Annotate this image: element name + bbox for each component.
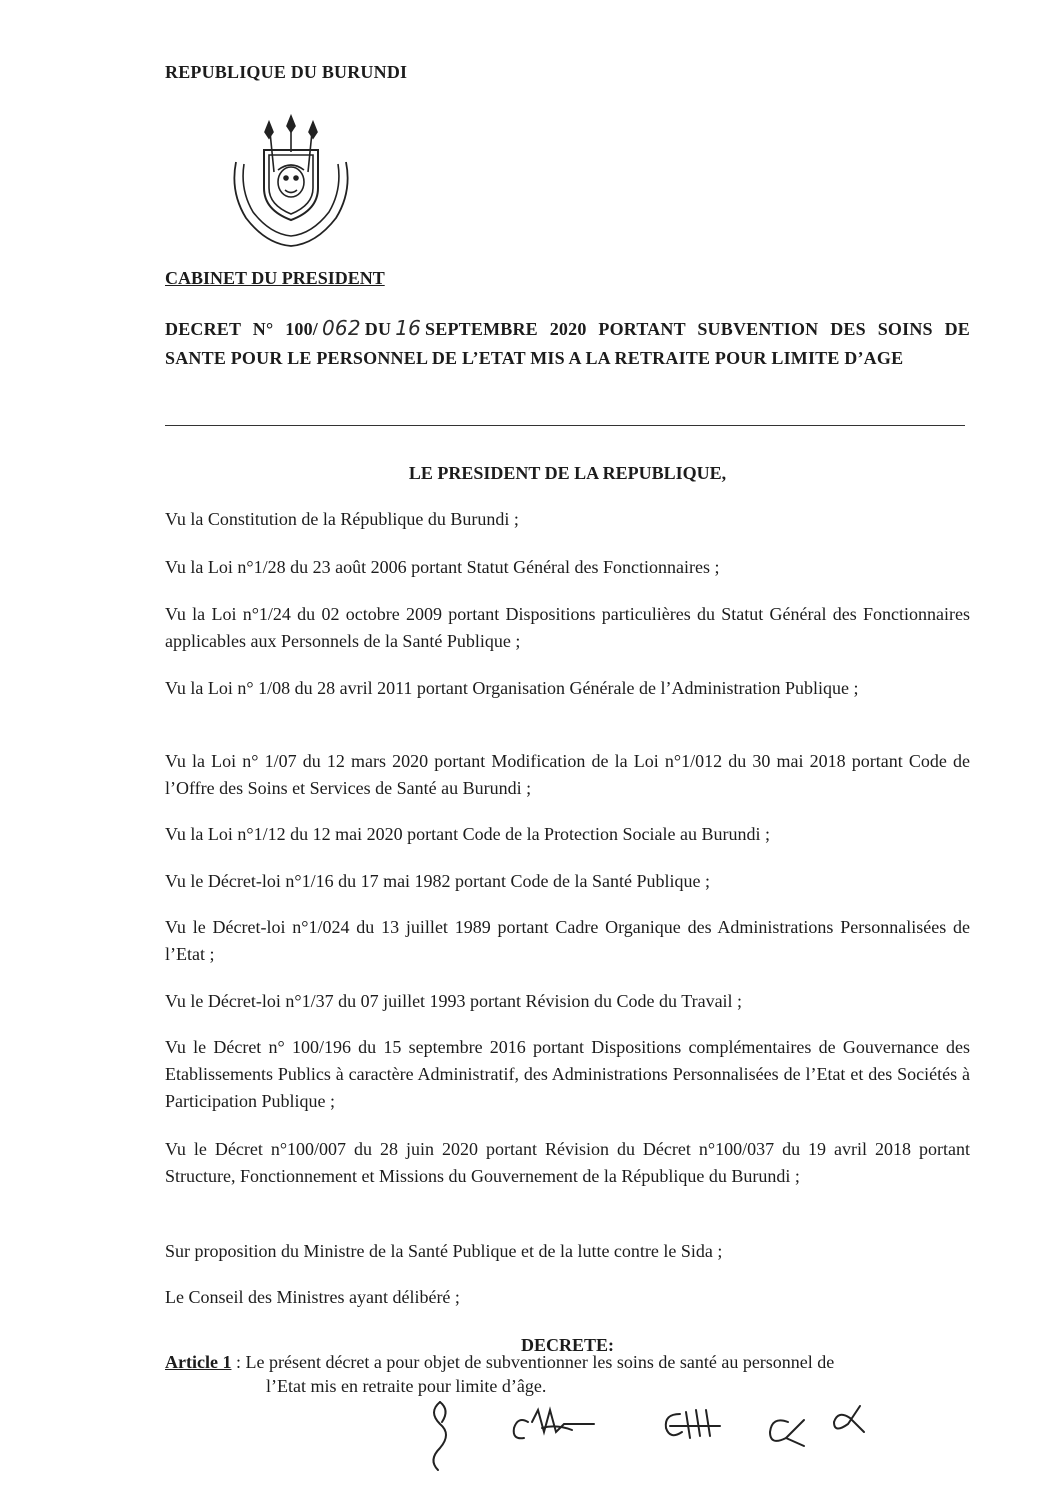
- visa-paragraph: Vu le Décret-loi n°1/37 du 07 juillet 1993 portant Révision du Code du Travail ;: [165, 991, 743, 1011]
- decrete-heading: DECRETE:: [520, 1335, 614, 1355]
- decree-title: [165, 314, 970, 373]
- decree-title-rest: SEPTEMBRE 2020 PORTANT SUBVENTION DES SOINS DE SANTE POUR LE PERSONNEL DE L’ETAT MIS A LA RETRAITE POUR LIMITE D’AGE: [165, 319, 970, 368]
- visa-paragraph: Vu la Loi n°1/24 du 02 octobre 2009 portant Dispositions particulières du Statut Général des Fonctionnaires applicables aux Personnels de la Santé Publique ;: [165, 604, 970, 651]
- article-1: [165, 1350, 970, 1398]
- handwritten-decree-day: 16: [395, 316, 422, 340]
- visa-paragraph: Sur proposition du Ministre de la Santé Publique et de la lutte contre le Sida ;: [165, 1241, 723, 1261]
- article-1-label: Article 1: [165, 1352, 232, 1372]
- coat-of-arms-emblem: [224, 112, 358, 248]
- handwritten-initials: [410, 1392, 880, 1472]
- visa-paragraph: Vu le Décret-loi n°1/024 du 13 juillet 1989 portant Cadre Organique des Administrations Personnalisées de l’Etat ;: [165, 917, 970, 964]
- visa-paragraph: Vu la Constitution de la République du Burundi ;: [165, 509, 519, 529]
- visa-paragraph: Vu le Décret n°100/007 du 28 juin 2020 portant Révision du Décret n°100/037 du 19 avril 2018 portant Structure, Fonctionnement et Missions du Gouvernement de la République du Burundi ;: [165, 1139, 970, 1186]
- title-divider: [165, 425, 965, 426]
- article-1-separator: :: [231, 1352, 246, 1372]
- visa-paragraph: Vu la Loi n° 1/08 du 28 avril 2011 portant Organisation Générale de l’Administration Publique ;: [165, 678, 859, 698]
- visa-paragraph: Vu le Décret-loi n°1/16 du 17 mai 1982 portant Code de la Santé Publique ;: [165, 871, 711, 891]
- cabinet-heading: CABINET DU PRESIDENT: [165, 268, 385, 288]
- handwritten-decree-number: 062: [322, 316, 361, 340]
- article-1-text-line1: Le présent décret a pour objet de subventionner les soins de santé au personnel de: [245, 1352, 835, 1372]
- preamble-heading: LE PRESIDENT DE LA REPUBLIQUE,: [408, 463, 727, 483]
- decree-title-du: DU: [364, 319, 392, 339]
- visa-paragraph: Le Conseil des Ministres ayant délibéré ;: [165, 1287, 460, 1307]
- republic-heading: REPUBLIQUE DU BURUNDI: [165, 62, 408, 82]
- decree-title-prefix: DECRET N° 100/: [165, 319, 318, 339]
- visa-paragraph: Vu la Loi n°1/28 du 23 août 2006 portant Statut Général des Fonctionnaires ;: [165, 557, 720, 577]
- visa-paragraph: Vu la Loi n°1/12 du 12 mai 2020 portant Code de la Protection Sociale au Burundi ;: [165, 824, 771, 844]
- visa-paragraph: Vu la Loi n° 1/07 du 12 mars 2020 portant Modification de la Loi n°1/012 du 30 mai 2018 portant Code de l’Offre des Soins et Services de Santé au Burundi ;: [165, 751, 970, 798]
- visa-paragraph: Vu le Décret n° 100/196 du 15 septembre 2016 portant Dispositions complémentaires de Gouvernance des Etablissements Publics à caractère Administratif, des Administrations Personnalisées de l’Etat et des Sociétés à Participation Publique ;: [165, 1037, 970, 1111]
- article-1-text-line2: l’Etat mis en retraite pour limite d’âge.: [266, 1376, 547, 1396]
